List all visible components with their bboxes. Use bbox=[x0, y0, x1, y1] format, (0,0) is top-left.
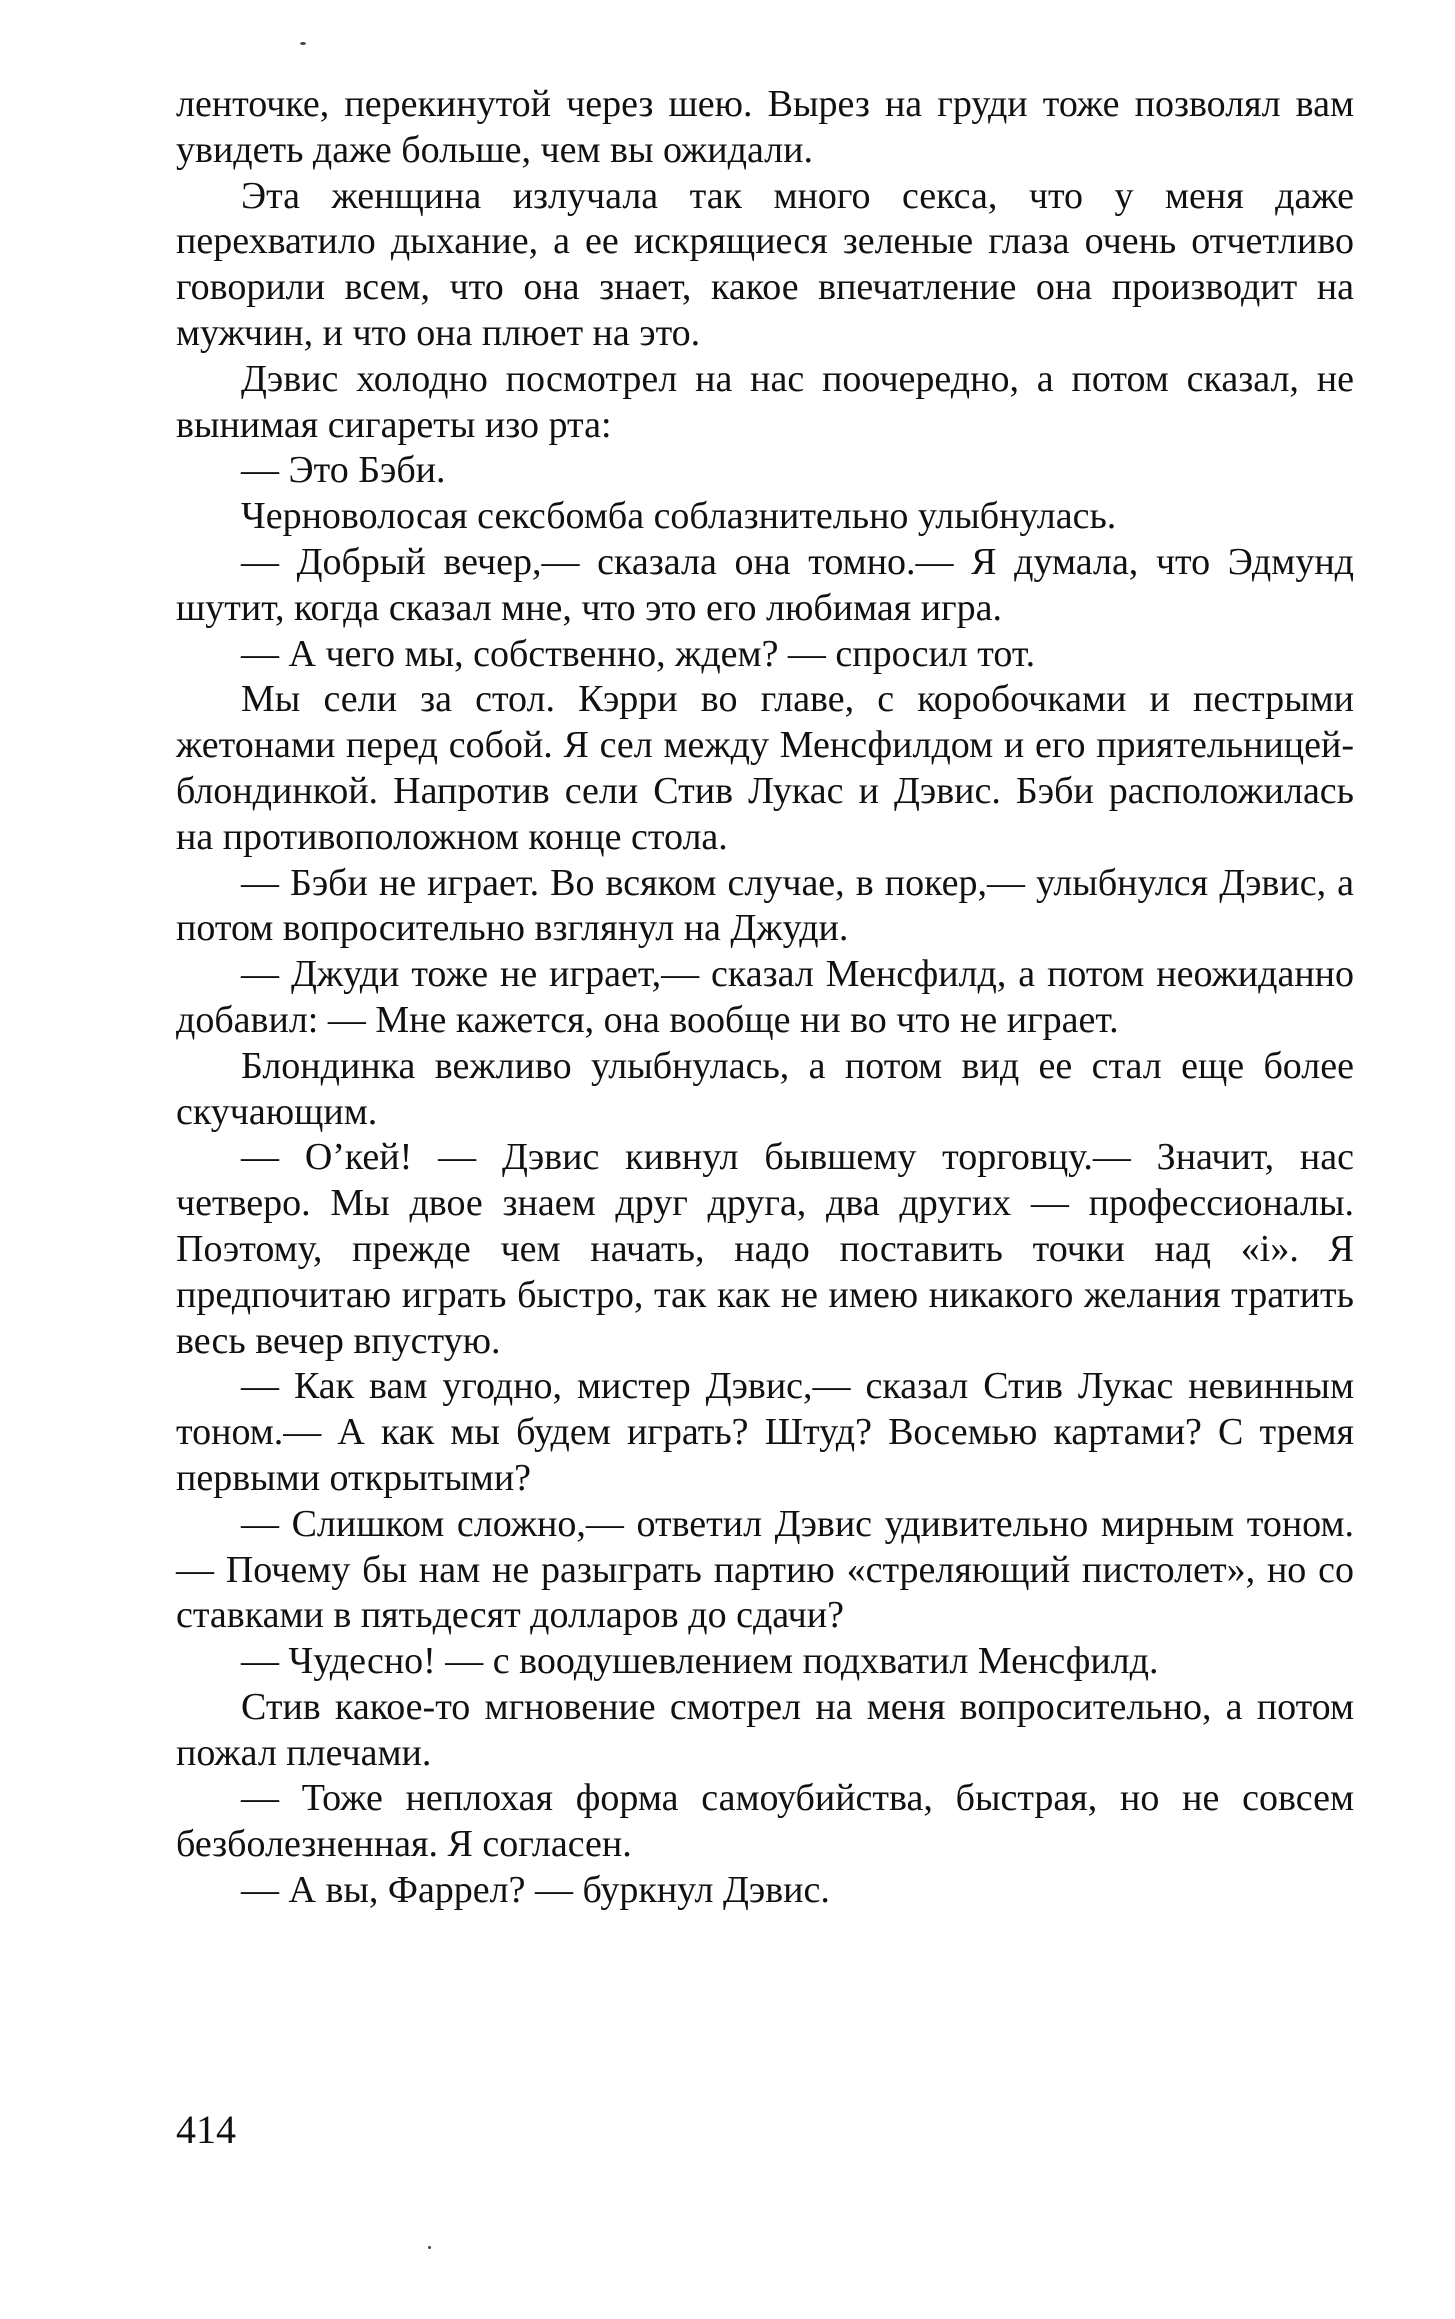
paragraph: Эта женщина излучала так много секса, что у меня даже перехватило дыхание, а ее искрящиеся зеленые глаза очень отчетливо говорили всем, что она знает, какое впечатление она производит на мужчин, и что она плюет на это. bbox=[176, 174, 1354, 354]
paragraph: — А чего мы, собственно, ждем? — спросил тот. bbox=[241, 632, 1036, 675]
paragraph: — Чудесно! — с воодушевлением подхватил Менсфилд. bbox=[241, 1640, 1159, 1683]
paragraph: — Как вам угодно, мистер Дэвис,— сказал Стив Лукас невинным тоном.— А как мы будем играть? Штуд? Восемью картами? С тремя первыми открытыми? bbox=[176, 1365, 1354, 1499]
paragraph: — Тоже неплохая форма самоубийства, быстрая, но не совсем безболезненная. Я согласен. bbox=[176, 1777, 1354, 1866]
paragraph: — А вы, Фаррел? — буркнул Дэвис. bbox=[241, 1869, 830, 1912]
print-speck bbox=[300, 42, 306, 45]
paragraph: — Бэби не играет. Во всяком случае, в покер,— улыбнулся Дэвис, а потом вопросительно взглянул на Джуди. bbox=[176, 861, 1354, 950]
print-speck bbox=[428, 2246, 431, 2249]
paragraph: ленточке, перекинутой через шею. Вырез на груди тоже позволял вам увидеть даже больше, чем вы ожидали. bbox=[176, 83, 1354, 171]
paragraph: — Джуди тоже не играет,— сказал Менсфилд, а потом неожиданно добавил: — Мне кажется, она вообще ни во что не играет. bbox=[176, 953, 1354, 1041]
paragraph: Блондинка вежливо улыбнулась, а потом вид ее стал еще более скучающим. bbox=[176, 1044, 1354, 1133]
paragraph: — Это Бэби. bbox=[241, 449, 446, 492]
paragraph: Дэвис холодно посмотрел на нас поочередно, а потом сказал, не вынимая сигареты изо рта: bbox=[176, 357, 1354, 446]
paragraph: — О’кей! — Дэвис кивнул бывшему торговцу.— Значит, нас четверо. Мы двое знаем друг друга, два других — профессионалы. Поэтому, прежде чем начать, надо поставить точки над «i». Я предпочитаю играть быстро, так как не имею никакого желания тратить весь вечер впустую. bbox=[176, 1136, 1354, 1362]
paragraph: Стив какое-то мгновение смотрел на меня вопросительно, а потом пожал плечами. bbox=[176, 1685, 1354, 1774]
paragraph: — Слишком сложно,— ответил Дэвис удивительно мирным тоном.— Почему бы нам не разыграть партию «стреляющий пистолет», но со ставками в пятьдесят долларов до сдачи? bbox=[176, 1502, 1354, 1637]
page-number: 414 bbox=[176, 2107, 236, 2152]
paragraph: — Добрый вечер,— сказала она томно.— Я думала, что Эдмунд шутит, когда сказал мне, что это его любимая игра. bbox=[176, 540, 1354, 629]
body-text bbox=[176, 82, 1354, 1914]
paragraph: Мы сели за стол. Кэрри во главе, с коробочками и пестрыми жетонами перед собой. Я сел между Менсфилдом и его приятельницей-блондинкой. Напротив сели Стив Лукас и Дэвис. Бэби расположилась на противоположном конце стола. bbox=[176, 678, 1354, 858]
paragraph: Черноволосая сексбомба соблазнительно улыбнулась. bbox=[241, 495, 1117, 538]
